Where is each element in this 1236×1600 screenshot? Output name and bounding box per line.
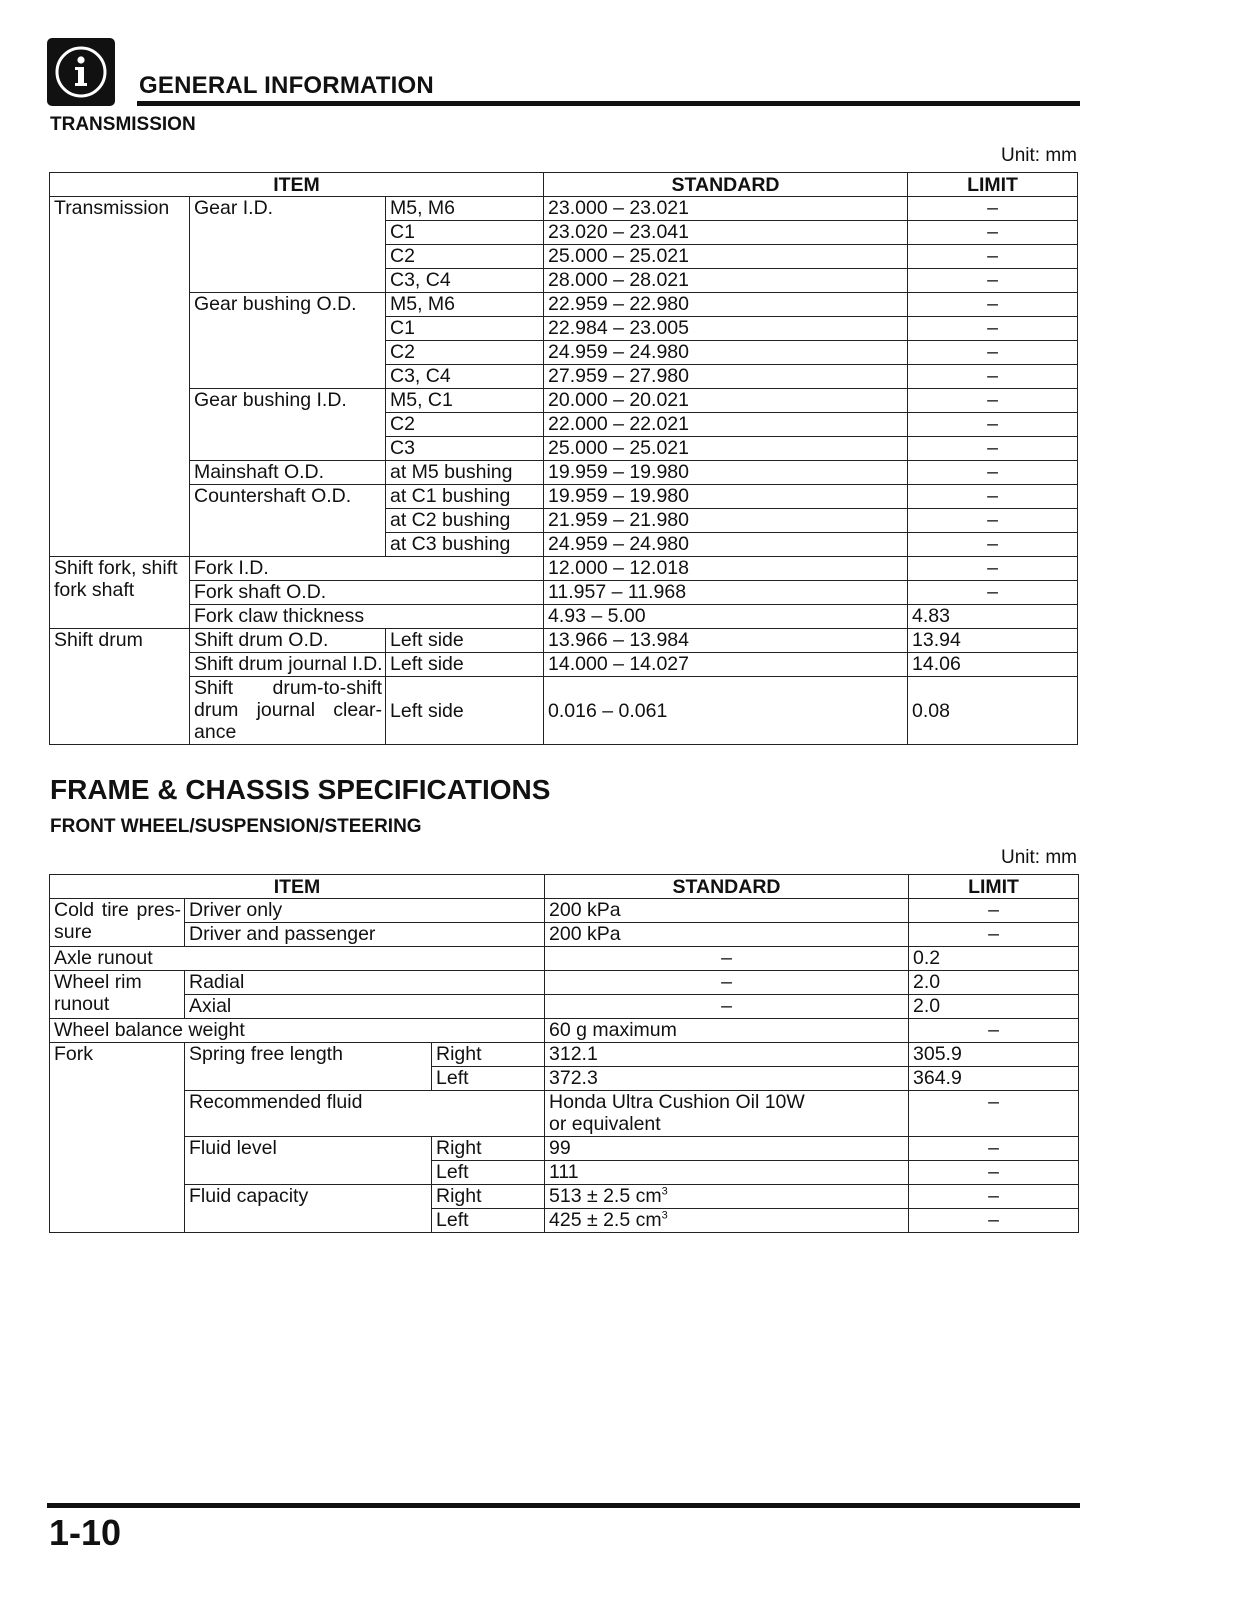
detail-cell: C3	[386, 437, 544, 461]
header-standard: STANDARD	[545, 875, 909, 899]
standard-cell: 99	[545, 1137, 909, 1161]
item-label: Shift drum-to-shift drum journal clear-ance	[190, 677, 386, 745]
standard-cell: 21.959 – 21.980	[544, 509, 908, 533]
detail-cell: C2	[386, 245, 544, 269]
standard-cell: 12.000 – 12.018	[544, 557, 908, 581]
detail-cell: C1	[386, 221, 544, 245]
table-row	[50, 971, 1079, 995]
item-label: Mainshaft O.D.	[190, 461, 386, 485]
table-row	[50, 389, 1078, 413]
table-row	[50, 1043, 1079, 1067]
limit-cell: –	[908, 317, 1078, 341]
standard-cell: 20.000 – 20.021	[544, 389, 908, 413]
table-row	[50, 557, 1078, 581]
page-header-title: GENERAL INFORMATION	[139, 72, 434, 99]
item-label: Axial	[185, 995, 545, 1019]
detail-cell: Left side	[386, 677, 544, 745]
item-label: Fork claw thickness	[190, 605, 544, 629]
detail-cell: Right	[432, 1043, 545, 1067]
detail-cell: Left side	[386, 629, 544, 653]
detail-cell: M5, M6	[386, 293, 544, 317]
transmission-table	[49, 172, 1078, 745]
table-row	[50, 947, 1079, 971]
page-number: 1-10	[49, 1512, 122, 1553]
table-row	[50, 581, 1078, 605]
standard-cell: 22.000 – 22.021	[544, 413, 908, 437]
item-label: Recommended fluid	[185, 1091, 545, 1137]
table-row	[50, 899, 1079, 923]
table-row	[50, 605, 1078, 629]
limit-cell: 4.83	[908, 605, 1078, 629]
detail-cell: at C1 bushing	[386, 485, 544, 509]
standard-cell	[545, 1209, 909, 1233]
item-label: Gear I.D.	[190, 197, 386, 293]
header-rule	[137, 101, 1080, 106]
header-standard: STANDARD	[544, 173, 908, 197]
detail-cell: M5, C1	[386, 389, 544, 413]
standard-cell: 28.000 – 28.021	[544, 269, 908, 293]
standard-cell: 22.984 – 23.005	[544, 317, 908, 341]
detail-cell: C3, C4	[386, 365, 544, 389]
item-label: Shift drum O.D.	[190, 629, 386, 653]
standard-value: 513 ± 2.5 cm	[549, 1185, 662, 1207]
limit-cell: –	[908, 293, 1078, 317]
limit-cell: –	[908, 533, 1078, 557]
standard-cell: 24.959 – 24.980	[544, 341, 908, 365]
standard-line: or equivalent	[549, 1113, 661, 1135]
detail-cell: Left	[432, 1209, 545, 1233]
limit-cell: –	[909, 1091, 1079, 1137]
limit-cell: –	[909, 1161, 1079, 1185]
table-row	[50, 677, 1078, 745]
limit-cell: –	[908, 437, 1078, 461]
limit-cell: 0.08	[908, 677, 1078, 745]
limit-cell: –	[908, 365, 1078, 389]
standard-cell: 312.1	[545, 1043, 909, 1067]
standard-cell: 372.3	[545, 1067, 909, 1091]
limit-cell: 2.0	[909, 971, 1079, 995]
limit-cell: –	[908, 485, 1078, 509]
standard-cell: 19.959 – 19.980	[544, 485, 908, 509]
standard-cell: 24.959 – 24.980	[544, 533, 908, 557]
standard-cell: 23.020 – 23.041	[544, 221, 908, 245]
front-wheel-heading: FRONT WHEEL/SUSPENSION/STEERING	[50, 816, 422, 837]
limit-cell: –	[909, 1019, 1079, 1043]
detail-cell: at C3 bushing	[386, 533, 544, 557]
table-row	[50, 293, 1078, 317]
limit-cell: –	[908, 269, 1078, 293]
detail-cell: Left side	[386, 653, 544, 677]
table-row	[50, 461, 1078, 485]
detail-cell: M5, M6	[386, 197, 544, 221]
group-label: Shift drum	[50, 629, 190, 745]
limit-cell: –	[908, 341, 1078, 365]
limit-cell: –	[908, 581, 1078, 605]
table-row	[50, 629, 1078, 653]
standard-cell: 25.000 – 25.021	[544, 437, 908, 461]
limit-cell: –	[908, 461, 1078, 485]
group-label: Transmission	[50, 197, 190, 557]
unit-superscript: 3	[661, 1209, 668, 1222]
footer-rule	[47, 1503, 1080, 1508]
limit-cell: –	[909, 1209, 1079, 1233]
table-row	[50, 995, 1079, 1019]
limit-cell: –	[909, 1185, 1079, 1209]
standard-line: Honda Ultra Cushion Oil 10W	[549, 1091, 805, 1113]
standard-cell: 13.966 – 13.984	[544, 629, 908, 653]
table-row	[50, 485, 1078, 509]
detail-cell: Left	[432, 1067, 545, 1091]
detail-cell: Left	[432, 1161, 545, 1185]
standard-cell: 0.016 – 0.061	[544, 677, 908, 745]
table-row	[50, 1185, 1079, 1209]
item-label: Countershaft O.D.	[190, 485, 386, 557]
limit-cell: 2.0	[909, 995, 1079, 1019]
item-label: Fluid capacity	[185, 1185, 432, 1233]
limit-cell: –	[908, 221, 1078, 245]
table-row	[50, 653, 1078, 677]
section-title: FRAME & CHASSIS SPECIFICATIONS	[50, 774, 551, 805]
header-limit: LIMIT	[909, 875, 1079, 899]
item-label: Radial	[185, 971, 545, 995]
limit-cell: 0.2	[909, 947, 1079, 971]
limit-cell: –	[908, 245, 1078, 269]
standard-cell: 22.959 – 22.980	[544, 293, 908, 317]
item-label: Driver and passenger	[185, 923, 545, 947]
detail-cell: C3, C4	[386, 269, 544, 293]
standard-value: 425 ± 2.5 cm	[549, 1209, 662, 1231]
limit-cell: 364.9	[909, 1067, 1079, 1091]
item-label: Shift drum journal I.D.	[190, 653, 386, 677]
table-row	[50, 1091, 1079, 1137]
table-row	[50, 1019, 1079, 1043]
table-row	[50, 1137, 1079, 1161]
standard-cell: 14.000 – 14.027	[544, 653, 908, 677]
item-label: Fluid level	[185, 1137, 432, 1185]
table-row	[50, 923, 1079, 947]
item-label: Gear bushing O.D.	[190, 293, 386, 389]
limit-cell: –	[908, 389, 1078, 413]
header-item: ITEM	[50, 173, 544, 197]
transmission-unit: Unit: mm	[1001, 145, 1077, 166]
item-label: Gear bushing I.D.	[190, 389, 386, 461]
table-header-row	[50, 875, 1079, 899]
limit-cell: 305.9	[909, 1043, 1079, 1067]
detail-cell: C1	[386, 317, 544, 341]
detail-cell: Right	[432, 1185, 545, 1209]
standard-cell: 11.957 – 11.968	[544, 581, 908, 605]
limit-cell: 13.94	[908, 629, 1078, 653]
group-label: Shift fork, shift fork shaft	[50, 557, 190, 629]
limit-cell: –	[908, 509, 1078, 533]
standard-cell: 4.93 – 5.00	[544, 605, 908, 629]
detail-cell: at C2 bushing	[386, 509, 544, 533]
detail-cell: Right	[432, 1137, 545, 1161]
item-label: Spring free length	[185, 1043, 432, 1091]
limit-cell: –	[908, 197, 1078, 221]
table-row	[50, 197, 1078, 221]
limit-cell: –	[909, 899, 1079, 923]
group-label: Cold tire pres-sure	[50, 899, 185, 947]
info-icon	[47, 38, 115, 106]
unit-superscript: 3	[661, 1185, 668, 1198]
standard-cell: 200 kPa	[545, 899, 909, 923]
standard-cell: –	[545, 995, 909, 1019]
standard-cell	[545, 1091, 909, 1137]
item-label: Wheel balance weight	[50, 1019, 545, 1043]
header-item: ITEM	[50, 875, 545, 899]
frame-unit: Unit: mm	[1001, 847, 1077, 868]
group-label: Fork	[50, 1043, 185, 1233]
standard-cell: 27.959 – 27.980	[544, 365, 908, 389]
item-label: Fork I.D.	[190, 557, 544, 581]
limit-cell: 14.06	[908, 653, 1078, 677]
standard-cell: 111	[545, 1161, 909, 1185]
standard-cell: –	[545, 947, 909, 971]
standard-cell: 200 kPa	[545, 923, 909, 947]
standard-cell: 19.959 – 19.980	[544, 461, 908, 485]
item-label: Axle runout	[50, 947, 545, 971]
detail-cell: C2	[386, 413, 544, 437]
header-limit: LIMIT	[908, 173, 1078, 197]
standard-cell: 25.000 – 25.021	[544, 245, 908, 269]
limit-cell: –	[908, 413, 1078, 437]
standard-cell	[545, 1185, 909, 1209]
standard-cell: –	[545, 971, 909, 995]
limit-cell: –	[909, 1137, 1079, 1161]
standard-cell: 60 g maximum	[545, 1019, 909, 1043]
item-label: Driver only	[185, 899, 545, 923]
item-label: Fork shaft O.D.	[190, 581, 544, 605]
transmission-heading: TRANSMISSION	[50, 114, 196, 135]
limit-cell: –	[908, 557, 1078, 581]
front-wheel-table	[49, 874, 1079, 1233]
group-label: Wheel rim runout	[50, 971, 185, 1019]
detail-cell: at M5 bushing	[386, 461, 544, 485]
detail-cell: C2	[386, 341, 544, 365]
limit-cell: –	[909, 923, 1079, 947]
table-header-row	[50, 173, 1078, 197]
standard-cell: 23.000 – 23.021	[544, 197, 908, 221]
